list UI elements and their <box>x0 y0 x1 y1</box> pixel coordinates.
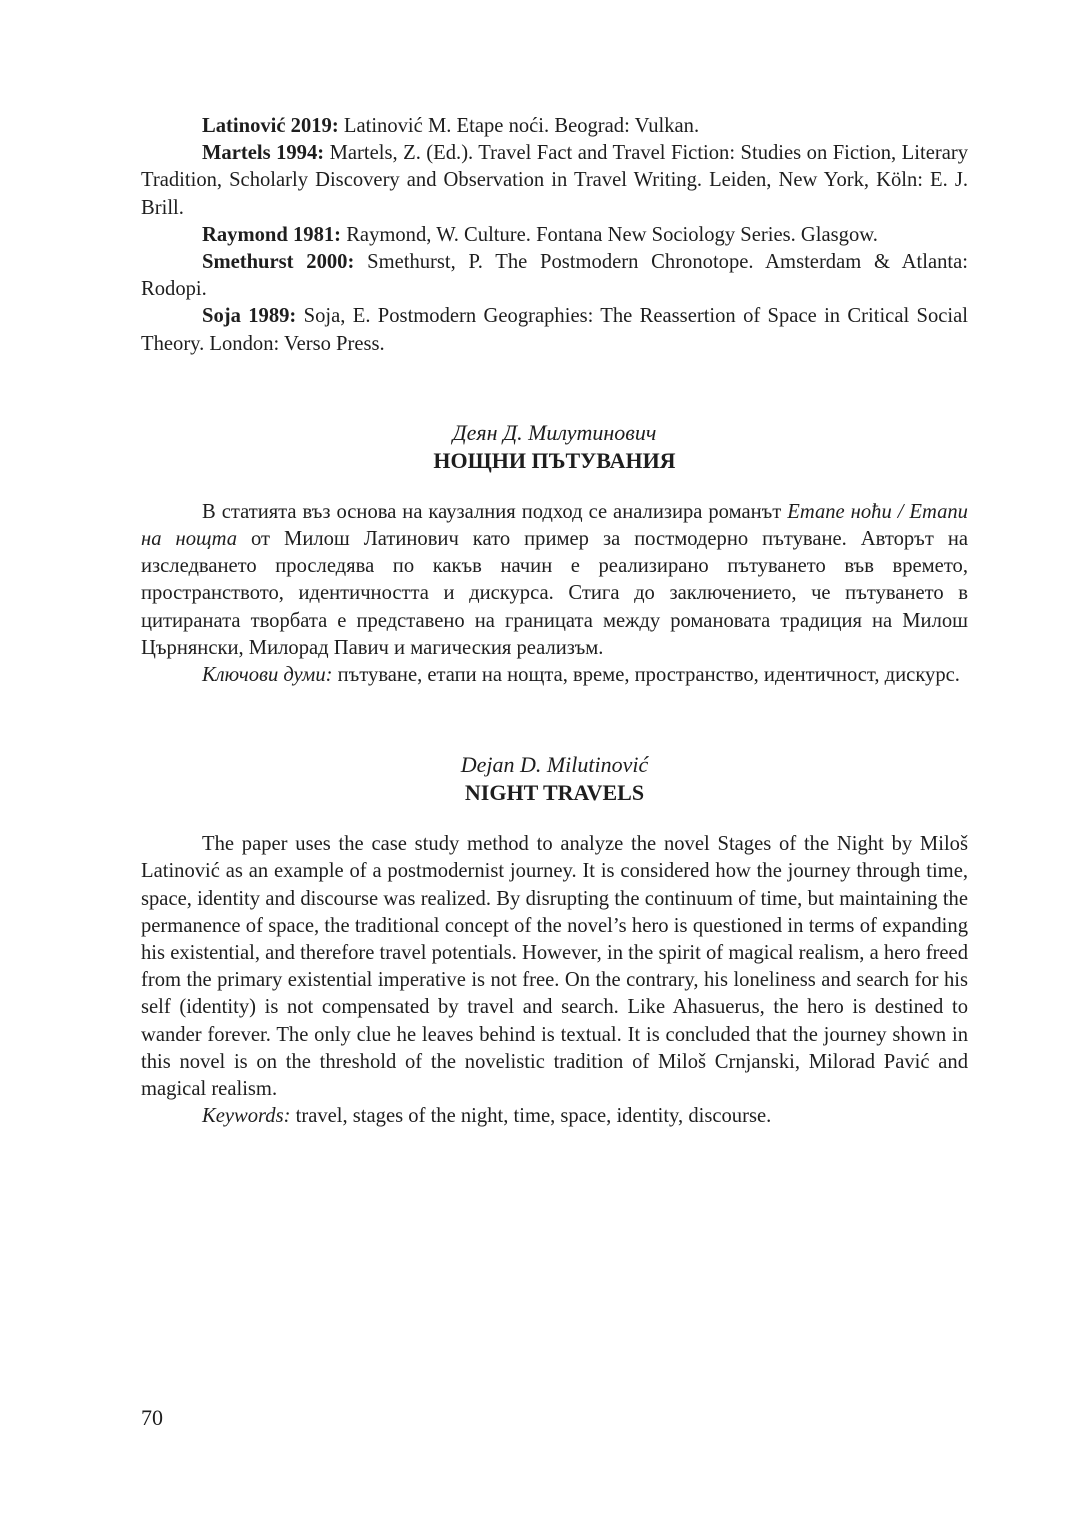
keywords-text: пътуване, етапи на нощта, време, пространство, идентичност, дискурс. <box>332 664 960 687</box>
reference-entry <box>141 140 968 222</box>
reference-entry <box>141 113 968 140</box>
english-author: Dejan D. Milutinović <box>460 752 649 778</box>
keywords-text: travel, stages of the night, time, space, identity, discourse. <box>290 1105 772 1128</box>
keywords-label: Keywords: <box>202 1105 291 1128</box>
bulgarian-abstract <box>141 499 968 689</box>
references-list <box>141 113 968 358</box>
bulgarian-author: Деян Д. Милутинович <box>452 419 657 445</box>
reference-text: Smethurst, P. The Postmodern Chronotope. Amsterdam & Atlanta: Rodopi. <box>141 251 968 301</box>
bulgarian-abstract-paragraph <box>141 499 968 662</box>
keywords-label: Ключови думи: <box>202 664 333 687</box>
reference-key: Soja 1989: <box>202 305 297 328</box>
english-title: NIGHT TRAVELS <box>464 780 645 806</box>
reference-key: Martels 1994: <box>202 142 325 165</box>
abstract-text: В статията въз основа на каузалния подход се анализира романът <box>202 500 788 523</box>
english-abstract-paragraph: The paper uses the case study method to analyze the novel Stages of the Night by Miloš Latinović as an example of a postmodernist journey. It is considered how the journey through time, space, identity and discourse was realized. By disrupting the continuum of time, but maintaining the permanence of space, the traditional concept of the novel’s hero is questioned in terms of expanding his existential, and therefore travel potentials. However, in the spirit of magical realism, a hero freed from the primary existential imperative is not free. On the contrary, his loneliness and search for his self (identity) is not compensated by travel and search. Like Ahasuerus, the hero is destined to wander forever. The only clue he leaves behind is textual. It is concluded that the journey shown in this novel is on the threshold of the novelistic tradition of Miloš Crnjanski, Milorad Pavić and magical realism. <box>141 833 968 1101</box>
reference-text: Soja, E. Postmodern Geographies: The Reassertion of Space in Critical Social Theory. London: Verso Press. <box>141 305 968 355</box>
bulgarian-title: НОЩНИ ПЪТУВАНИЯ <box>433 447 676 473</box>
page-number: 70 <box>141 1405 163 1430</box>
reference-entry <box>141 222 968 249</box>
bulgarian-keywords <box>141 662 968 689</box>
reference-text: Raymond, W. Culture. Fontana New Sociology Series. Glasgow. <box>346 223 878 246</box>
abstract-text: от Милош Латинович като пример за постмодерно пътуване. Авторът на изследването проследява по какъв начин е реализирано пътуването във времето, пространството, идентичността и дискурса. Стига до заключението, че пътуването в цитираната творбата е представено на границата между романовата традиция на Милош Църнянски, Милорад Павич и магическия реализъм. <box>141 528 968 659</box>
reference-key: Raymond 1981: <box>202 223 342 246</box>
reference-text: Latinović M. Etape noći. Beograd: Vulkan. <box>343 115 700 137</box>
reference-key: Latinović 2019: <box>202 115 339 137</box>
reference-key: Smethurst 2000: <box>202 251 355 274</box>
novel-title: Етапе ноћи / Етапи на нощта <box>141 500 968 551</box>
reference-entry <box>141 303 968 357</box>
reference-text: Martels, Z. (Ed.). Travel Fact and Travel Fiction: Studies on Fiction, Literary Tradition, Scholarly Discovery and Observation in Travel Writing. Leiden, New York, Köln: E. J. Brill. <box>141 142 968 219</box>
english-keywords <box>141 1103 968 1130</box>
bulgarian-summary <box>141 419 968 689</box>
english-summary <box>141 751 968 1130</box>
page-content <box>141 113 968 1130</box>
english-abstract <box>141 831 968 1130</box>
reference-entry <box>141 249 968 303</box>
